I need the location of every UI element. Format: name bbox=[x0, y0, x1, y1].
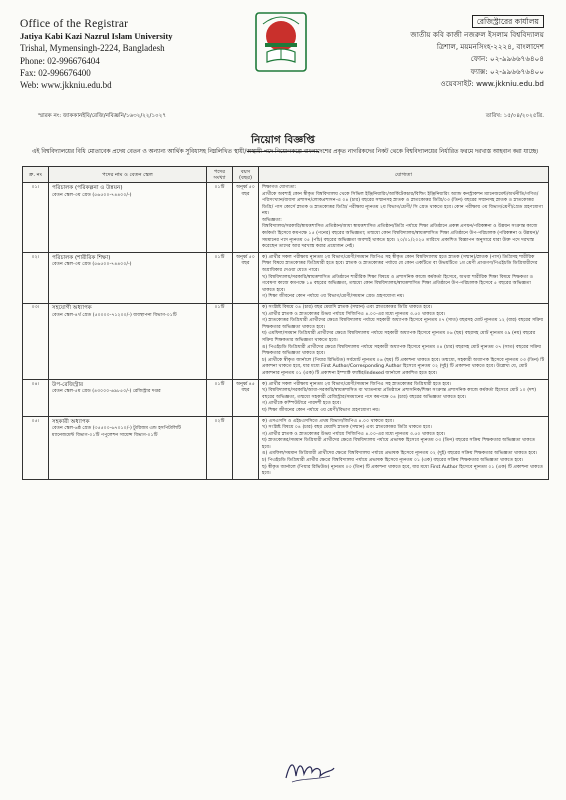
header-english-block bbox=[20, 18, 220, 91]
fax-line: Fax: 02-996676400 bbox=[20, 67, 91, 78]
memo-line bbox=[38, 112, 544, 121]
qualification-cell bbox=[259, 417, 549, 480]
age-limit bbox=[233, 303, 259, 380]
university-name-bangla: জাতীয় কবি কাজী নজরুল ইসলাম বিশ্ববিদ্যালয় bbox=[410, 30, 544, 39]
post-name: পরিচালক (শারীরিক শিক্ষা) bbox=[52, 254, 111, 261]
university-logo bbox=[255, 12, 307, 76]
fax-bangla: ফ্যাক্স: ০২-৯৯৬৬৭৬৪০০ bbox=[470, 66, 544, 76]
qualification-cell bbox=[259, 253, 549, 303]
row-serial: ০৪। bbox=[23, 380, 49, 417]
qualification-item: অভিজ্ঞতা: bbox=[262, 217, 282, 223]
header-bangla-block bbox=[384, 15, 544, 90]
qualification-item: ক) প্রার্থীর সকল পরীক্ষায় ন্যূনতম ২য় বিভাগ/শ্রেণী/সমমান জিপিএ সহ স্নাতকোত্তর ডিগ্রিধারী হতে হবে। bbox=[262, 381, 452, 387]
jobs-table bbox=[22, 166, 549, 480]
row-post-cell bbox=[49, 183, 207, 253]
post-count: ০১টি bbox=[207, 253, 233, 303]
table-body bbox=[23, 183, 549, 480]
qualification-item: খ) প্রার্থীর স্নাতক ও স্নাতকোত্তর উভয় পর্যায়ে সিজিপিএ ৪.০০-এর মধ্যে ন্যূনতম ৩.৫০ থাকতে হবে। bbox=[262, 311, 446, 317]
table-header-row bbox=[23, 167, 549, 183]
pay-scale: বেতন স্কেল-৩য় গ্রেড (৫৬৫০০-৭৪৪০০/-) bbox=[52, 192, 132, 198]
row-post-cell bbox=[49, 303, 207, 380]
qualification-item: ক) সংশ্লিষ্ট বিষয়ে ০৪ (চার) বছর মেয়াদি স্নাতক (সম্মান) এবং স্নাতকোত্তর ডিগ্রি থাকতে হবে। bbox=[262, 305, 433, 310]
university-name: Jatiya Kabi Kazi Nazrul Islam University bbox=[20, 31, 173, 42]
qualification-item: ঘ) এমফিল/সমমান ডিগ্রিধারী প্রার্থীদের ক্ষেত্রে বিশ্ববিদ্যালয় পর্যায়ে সহকারী অধ্যাপক হিসেবে ন্যূনতম ০৬ (ছয়) বছরসহ মোট ন্যূনতম ০৯ (নয়) বছরের সক্রিয় শিক্ষকতার অভিজ্ঞতা থাকতে হবে। bbox=[262, 331, 536, 343]
intro-paragraph: এই বিশ্ববিদ্যালয়ের বিধি মোতাবেক প্রদেয় বেতন ও অন্যান্য আর্থিক সুবিধাসহ নিম্নলিখিত স্থায়ী/অস্থায়ী পদে নিয়োগকল্পে বাংলাদেশের প্রকৃত নাগরিকদের নিকট থেকে বিশ্ববিদ্যালয়ের নির্ধারিত ফরমে দরখাস্ত আহবান করা যাচ্ছে। bbox=[32, 149, 539, 155]
table-row bbox=[23, 303, 549, 380]
pay-scale: বেতন স্কেল-৫ম গ্রেড (৪৩০০০-৬৯৮৫০/-) রেজিস্ট্রার দপ্তর bbox=[52, 389, 161, 395]
post-name: সহকারী অধ্যাপক bbox=[52, 418, 90, 425]
qualification-cell bbox=[259, 380, 549, 417]
qualification-item: খ) সংশ্লিষ্ট বিষয়ে ০৪ (চার) বছর মেয়াদি স্নাতক (সম্মান) এবং স্নাতকোত্তর ডিগ্রি থাকতে হবে। bbox=[262, 425, 432, 431]
registrar-signature bbox=[282, 756, 338, 786]
table-row bbox=[23, 380, 549, 417]
page-title: নিয়োগ বিজ্ঞপ্তি bbox=[247, 133, 319, 152]
qualification-item: গ) স্নাতকোত্তর ডিগ্রিধারী প্রার্থীদের ক্ষেত্রে বিশ্ববিদ্যালয় পর্যায়ে সহকারী অধ্যাপক হিসেবে ন্যূনতম ০৭ (সাত) বছরসহ মোট ন্যূনতম ১২ (বার) বছরের সক্রিয় শিক্ষকতার অভিজ্ঞতা থাকতে হবে। bbox=[262, 318, 544, 330]
qualification-item: ক) প্রার্থীর সকল পরীক্ষায় ন্যূনতম ২য় বিভাগ/শ্রেণী/সমমান জিপিএ সহ স্বীকৃত কোন বিশ্ববিদ্যালয় হতে স্নাতক (সম্মান)/স্নাতক (পাস) ডিগ্রিসহ শারীরিক শিক্ষা বিষয়ে স্নাতকোত্তর ডিগ্রিধারী হতে হবে। স্নাতক ও স্নাতকোত্তর পর্যায়ে যে কোন একটিতে বা উভয়টিতে ১ম শ্রেণী প্রাপ্তগণ/পিএইচডি ডিগ্রিধারীদের অগ্রাধিকার দেওয়া যেতে পারে। bbox=[262, 254, 538, 274]
age-limit: অনূর্ধ্ব ৫০ বছর bbox=[233, 253, 259, 303]
memo-ref: স্মারক নং: জাককানইবি/রেজি/নবিজ্ঞনি/১৬৩২/২২/১০২৭ bbox=[38, 113, 166, 119]
header-qualification: যোগ্যতা bbox=[259, 167, 549, 183]
qualification-item: বিশ্ববিদ্যালয়/সরকারি/স্বায়ত্তশাসিত প্রতিষ্ঠান/আধা স্বায়ত্তশাসিত প্রতিষ্ঠান/ডিগ্রি পর্যায়ে শিক্ষা প্রতিষ্ঠানে প্রকল্প প্রণয়ন/পরিকল্পনা ও উন্নয়ন সংক্রান্ত কাজে কর্মকর্তা হিসেবে কমপক্ষে ১৫ (পনের) বছরের অভিজ্ঞতা; তন্মধ্যে কোন বিশ্ববিদ্যালয়/স্বায়ত্তশাসিত শিক্ষা প্রতিষ্ঠানে উপ-পরিচালক (পরিকল্পনা ও উন্নয়ন)/ সমমানের পদে ন্যূনতম ০৫ (পাঁচ) বছরের অভিজ্ঞতা অবশ্যই থাকতে হবে। ২০/০১/২০২৫ তারিখে প্রকাশিত বিজ্ঞাপন অনুসারে যারা উক্ত পদে দরখাস্ত করেছেন তাদের আর দরখাস্ত করার প্রয়োজন নেই। bbox=[262, 224, 539, 250]
qualification-item: খ) বিশ্ববিদ্যালয়/সরকারি/স্বায়ত্তশাসিত প্রতিষ্ঠানে শারীরিক শিক্ষা বিষয়ে ও প্রশাসনিক কাজে কর্মকর্তা হিসেবে, অথবা শারীরিক শিক্ষা বিষয়ে শিক্ষকতা ও গবেষণা কাজে কমপক্ষে ১৪ বছরের অভিজ্ঞতা, তন্মধ্যে কোন বিশ্ববিদ্যালয়/স্বায়ত্তশাসিত শিক্ষা প্রতিষ্ঠানে উপ-পরিচালক হিসেবে ৫ বছরের অভিজ্ঞতা থাকতে হবে। bbox=[262, 274, 534, 293]
office-title-bangla: রেজিস্ট্রারের কার্যালয় bbox=[472, 15, 544, 28]
phone-line: Phone: 02-996676404 bbox=[20, 55, 100, 66]
qualification-item: ক) এসএসসি ও এইচএসসিতে প্রথম বিভাগ/জিপিএ ৪.০০ থাকতে হবে। bbox=[262, 418, 394, 424]
qualification-cell bbox=[259, 303, 549, 380]
row-serial: ০৫। bbox=[23, 417, 49, 480]
row-serial: ০২। bbox=[23, 253, 49, 303]
qualification-item: ঘ) স্নাতকোত্তর/সমমান ডিগ্রিধারী প্রার্থীদের ক্ষেত্রে বিশ্ববিদ্যালয় পর্যায়ে প্রভাষক হিসেবে ন্যূনতম ০৩ (তিন) বছরের সক্রিয় শিক্ষকতার অভিজ্ঞতা থাকতে হবে। bbox=[262, 438, 536, 450]
qualification-item: শিক্ষাগত যোগ্যতা: bbox=[262, 184, 297, 190]
web-line: Web: www.jkkniu.edu.bd bbox=[20, 80, 112, 91]
pay-scale: বেতন স্কেল-৬ষ্ঠ গ্রেড (৩৫৫০০-৬৭০১০/-) ট্যুরিজম এন্ড হসপিটালিটি ম্যানেজমেন্ট বিভাগ-০১টি পপুলেশন সায়েন্স বিভাগ-০১টি bbox=[52, 426, 181, 438]
qualification-item: ঘ) শিক্ষা জীবনের কোন পর্যায়ে ৩য় শ্রেণী/বিভাগ গ্রহণযোগ্য নয়। bbox=[262, 407, 380, 413]
qualification-item: খ) বিশ্ববিদ্যালয়/সরকারি/আধা-সরকারি/স্বায়ত্তশাসিত বা খ্যাতনামা প্রতিষ্ঠানে প্রশাসনিক/শিক্ষা সংক্রান্ত প্রশাসনিক কাজে কর্মকর্তা হিসেবে মোট ১০ (দশ) বছরের অভিজ্ঞতা, তন্মধ্যে সহকারী রেজিস্ট্রার/সমমানের পদে কমপক্ষে ০৪ (চার) বছরের অভিজ্ঞতা থাকতে হবে। bbox=[262, 388, 537, 400]
qualification-item: প্রার্থীকে অবশ্যই কোন স্বীকৃত বিশ্ববিদ্যালয় থেকে সিভিল ইঞ্জিনিয়ারিং/আর্কিটেকচার/বিল্ডিং ইঞ্জিনিয়ারিং অ্যান্ড কনস্ট্রাকশন ম্যানেজমেন্ট/অর্থনীতি/গণিত/পরিসংখ্যান/ব্যবসা প্রশাসন/লোকপ্রশাসন-এ ০৪ (চার) বছরের সম্মানসহ স্নাতক ও স্নাতকোত্তর ডিগ্রি/০৩ (তিন) বছরের সম্মানসহ স্নাতক ও স্নাতকোত্তর ডিগ্রি/ পাস কোর্সে স্নাতক ও স্নাতকোত্তর ডিগ্রি/ পরীক্ষায় ন্যূনতম ২য় বিভাগ/শ্রেণী/ সি গ্রেড থাকতে হবে। কোন পরীক্ষায় ৩য় বিভাগ/শ্রেণী/গ্রেড গ্রহণযোগ্য নয়। bbox=[262, 191, 543, 217]
age-limit bbox=[233, 417, 259, 480]
qualification-item: ছ) স্বীকৃত জার্নালে (পিয়ার রিভিউড) ন্যূনতম ০৩ (তিন) টি প্রকাশনা থাকতে হবে, যার মধ্যে First Author হিসেবে ন্যূনতম ০১ (এক) টি প্রকাশনা থাকতে হবে। bbox=[262, 464, 543, 477]
address-line: Trishal, Mymensingh-2224, Bangladesh bbox=[20, 43, 165, 54]
row-serial: ০৩। bbox=[23, 303, 49, 380]
age-limit: অনূর্ধ্ব ৫০ বছর bbox=[233, 183, 259, 253]
row-serial: ০১। bbox=[23, 183, 49, 253]
post-name: উপ-রেজিস্ট্রার bbox=[52, 381, 84, 388]
post-count: ০১টি bbox=[207, 183, 233, 253]
pay-scale: বেতন স্কেল-৪র্থ গ্রেড (৫০০০০-৭১২০০/-) ব্যবস্থাপনা বিভাগ-০১টি bbox=[52, 312, 177, 318]
qualification-item: গ) শিক্ষা জীবনের কোন পর্যায়ে ৩য় বিভাগ/শ্রেণী/সমমান গ্রেড গ্রহণযোগ্য নয়। bbox=[262, 294, 405, 300]
table-row bbox=[23, 183, 549, 253]
table-row bbox=[23, 253, 549, 303]
header-age: বয়স (বছর) bbox=[233, 167, 259, 183]
qualification-item: গ) প্রার্থীকে কম্পিউটারে পারদর্শী হতে হবে। bbox=[262, 401, 342, 407]
qualification-item: ঙ) পিএইচডি ডিগ্রিধারী প্রার্থীদের ক্ষেত্রে বিশ্ববিদ্যালয় পর্যায়ে সহকারী অধ্যাপক হিসেবে ন্যূনতম ০৪ (চার) বছরসহ মোট ন্যূনতম ০৭ (সাত) বছরের সক্রিয় শিক্ষকতার অভিজ্ঞতা থাকতে হবে। bbox=[262, 344, 542, 357]
qualification-item: চ) প্রার্থীকে স্বীকৃত জার্নালে (পিয়ার রিভিউড) সর্বমোট ন্যূনতম ০৬ (ছয়) টি প্রকাশনা থাকতে হবে। তন্মধ্যে, সহকারী অধ্যাপক হিসেবে ন্যূনতম ০৩ (তিন) টি প্রকাশনা থাকতে হবে, যার মধ্যে First Author/Corresponding Author হিসেবে ন্যূনতম ০২ (দুই) টি প্রকাশনা থাকতে হবে। উল্লেখ্য যে, মোট প্রকাশনার ন্যূনতম ০১ (এক) টি প্রকাশনা ইম্প্যাক্ট ফ্যাক্টর/Indexed জার্নালে প্রকাশিত হতে হবে। bbox=[262, 357, 545, 376]
qualification-item: চ) পিএইচডি ডিগ্রিধারী প্রার্থীর ক্ষেত্রে বিশ্ববিদ্যালয় পর্যায়ে প্রভাষক হিসেবে ন্যূনতম ০১ (এক) বছরের সক্রিয় শিক্ষকতার অভিজ্ঞতা থাকতে হবে। bbox=[262, 458, 524, 464]
pay-scale: বেতন স্কেল-৩য় গ্রেড (৫৬৫০০-৭৪৪০০/-) bbox=[52, 262, 132, 268]
header-count: পদের সংখ্যা bbox=[207, 167, 233, 183]
row-post-cell bbox=[49, 380, 207, 417]
qualification-item: গ) প্রার্থীর স্নাতক ও স্নাতকোত্তর উভয় পর্যায়ে সিজিপিএ ৪.০০-এর মধ্যে ন্যূনতম ৩.৫০ থাকতে হবে। bbox=[262, 431, 446, 437]
qualification-cell bbox=[259, 183, 549, 253]
header-serial: ক্র. নং bbox=[23, 167, 49, 183]
row-post-cell bbox=[49, 417, 207, 480]
age-limit: অনূর্ধ্ব ৪৫ বছর bbox=[233, 380, 259, 417]
memo-date: তারিখ: ১৫/০৪/২০২৫খ্রি. bbox=[485, 113, 544, 119]
post-count: ০১টি bbox=[207, 303, 233, 380]
post-name: পরিচালক (পরিকল্পনা ও উন্নয়ন) bbox=[52, 184, 123, 191]
table-row bbox=[23, 417, 549, 480]
web-bangla: ওয়েবসাইট: www.jkkniu.edu.bd bbox=[440, 78, 544, 88]
row-post-cell bbox=[49, 253, 207, 303]
address-bangla: ত্রিশাল, ময়মনসিংহ-২২২৪, বাংলাদেশ bbox=[436, 42, 544, 52]
office-title: Office of the Registrar bbox=[20, 18, 129, 30]
post-count: ০২টি bbox=[207, 417, 233, 480]
post-name: সহযোগী অধ্যাপক bbox=[52, 305, 92, 311]
post-count: ০১টি bbox=[207, 380, 233, 417]
phone-bangla: ফোন: ০২-৯৯৬৬৭৬৪০৪ bbox=[470, 54, 544, 64]
header-post: পদের নাম ও বেতন স্কেল bbox=[49, 167, 207, 183]
qualification-item: ঙ) এমফিল/সমমান ডিগ্রিধারী প্রার্থীদের ক্ষেত্রে বিশ্ববিদ্যালয় পর্যায়ে প্রভাষক হিসেবে ন্যূনতম ০২ (দুই) বছরের সক্রিয় শিক্ষকতার অভিজ্ঞতা থাকতে হবে। bbox=[262, 451, 538, 457]
